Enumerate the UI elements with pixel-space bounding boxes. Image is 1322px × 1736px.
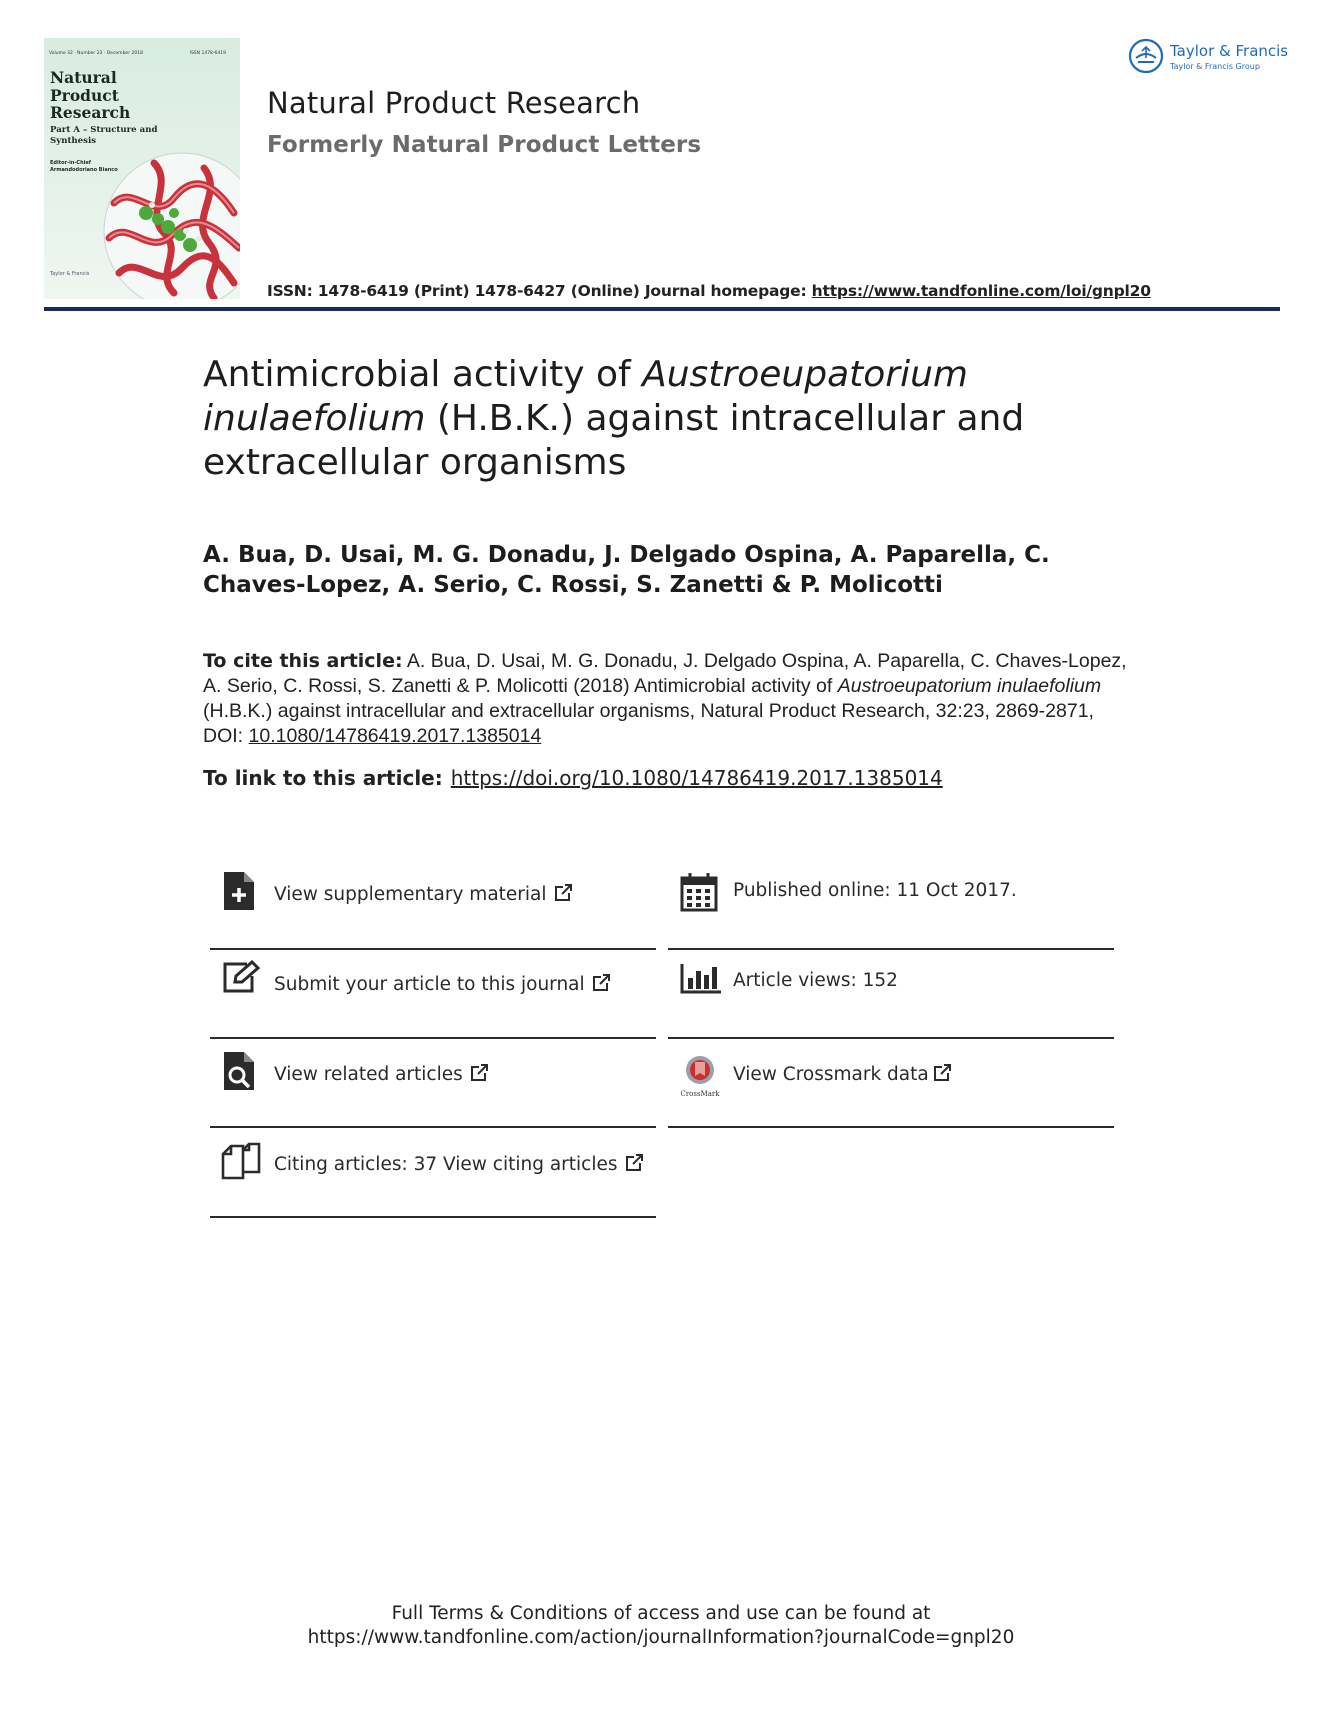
protein-structure-illustration [94, 143, 240, 299]
cover-publisher: Taylor & Francis [50, 271, 90, 277]
citation-label: To cite this article: [203, 650, 403, 672]
calendar-icon [680, 872, 718, 912]
publisher-group: Taylor & Francis Group [1170, 62, 1260, 71]
article-views: Article views: 152 [733, 970, 898, 991]
cover-subtitle: Part A – Structure and Synthesis [50, 125, 158, 146]
article-title [203, 353, 1123, 485]
footer-line-1: Full Terms & Conditions of access and use can be found at [391, 1603, 931, 1624]
publisher-name: Taylor & Francis [1170, 42, 1289, 60]
view-related-articles-link[interactable] [274, 1064, 489, 1085]
journal-homepage-link[interactable]: https://www.tandfonline.com/loi/gnpl20 [811, 282, 1151, 300]
search-document-icon[interactable] [222, 1050, 256, 1092]
citing-articles-link[interactable] [274, 1154, 644, 1175]
supplementary-label: View supplementary material [274, 884, 547, 905]
divider [668, 948, 1114, 950]
cover-journal-name: Natural Product Research [50, 68, 131, 122]
crossmark-logo-text: CrossMark [680, 1090, 720, 1098]
citing-label: Citing articles: 37 View citing articles [274, 1154, 618, 1175]
citation-block [203, 649, 1133, 749]
external-link-icon [624, 1154, 644, 1172]
article-link-label: To link to this article: [203, 766, 443, 790]
edit-icon[interactable] [221, 960, 261, 994]
divider [668, 1037, 1114, 1039]
submit-article-link[interactable] [274, 974, 611, 995]
journal-title: Natural Product Research [267, 86, 641, 120]
author-list: A. Bua, D. Usai, M. G. Donadu, J. Delgado Ospina, A. Paparella, C. Chaves-Lopez, A. Serio, C. Rossi, S. Zanetti & P. Molicotti [203, 542, 1050, 598]
external-link-icon [591, 974, 611, 992]
submit-label: Submit your article to this journal [274, 974, 585, 995]
article-link-line [203, 766, 943, 790]
copy-documents-icon[interactable] [221, 1142, 261, 1182]
title-species-name: Austroeupatorium inulaefolium [203, 354, 968, 439]
taylor-francis-logo-icon[interactable] [1128, 38, 1168, 74]
divider [210, 1126, 656, 1128]
published-online: Published online: 11 Oct 2017. [733, 880, 1017, 901]
view-supplementary-link[interactable] [274, 884, 573, 905]
bar-chart-icon [680, 962, 722, 994]
divider [668, 1126, 1114, 1128]
citation-text-2: (H.B.K.) against intracellular and extracellular organisms, Natural Product Research, 32:23, 2869-2871, DOI: [203, 700, 1094, 747]
file-plus-icon[interactable] [222, 870, 256, 912]
terms-footer [0, 1602, 1322, 1650]
divider [210, 948, 656, 950]
external-link-icon [469, 1064, 489, 1082]
citation-species-name: Austroeupatorium inulaefolium [837, 675, 1102, 697]
header-divider [44, 307, 1280, 311]
divider [210, 1037, 656, 1039]
citation-doi-link[interactable]: 10.1080/14786419.2017.1385014 [248, 725, 542, 747]
related-label: View related articles [274, 1064, 463, 1085]
external-link-icon [932, 1064, 952, 1082]
journal-former-title: Formerly Natural Product Letters [267, 132, 702, 158]
citation-text-1: A. Bua, D. Usai, M. G. Donadu, J. Delgado Ospina, A. Paparella, C. Chaves-Lopez, A. Serio, C. Rossi, S. Zanetti & P. Molicotti (2018) Antimicrobial activity of [203, 650, 1127, 697]
cover-issn: ISSN 1478-6419 [189, 51, 226, 56]
issn-line [267, 282, 1151, 300]
divider [210, 1216, 656, 1218]
issn-text: ISSN: 1478-6419 (Print) 1478-6427 (Online) Journal homepage: [267, 282, 812, 300]
crossmark-label: View Crossmark data [733, 1064, 929, 1085]
cover-volume-line: Volume 32 · Number 23 · December 2018 [49, 51, 143, 56]
journal-cover-image [44, 38, 240, 299]
footer-terms-url[interactable]: https://www.tandfonline.com/action/journalInformation?journalCode=gnpl20 [307, 1627, 1015, 1648]
crossmark-logo-icon[interactable] [678, 1054, 722, 1098]
title-part-2: (H.B.K.) against intracellular and extracellular organisms [203, 398, 1025, 483]
cover-editor: Editor-in-Chief Armandodoriano Bianco [50, 160, 118, 173]
article-doi-url-link[interactable]: https://doi.org/10.1080/14786419.2017.1385014 [450, 766, 943, 790]
title-part-1: Antimicrobial activity of [203, 354, 643, 395]
external-link-icon [553, 884, 573, 902]
view-crossmark-link[interactable] [733, 1064, 952, 1085]
